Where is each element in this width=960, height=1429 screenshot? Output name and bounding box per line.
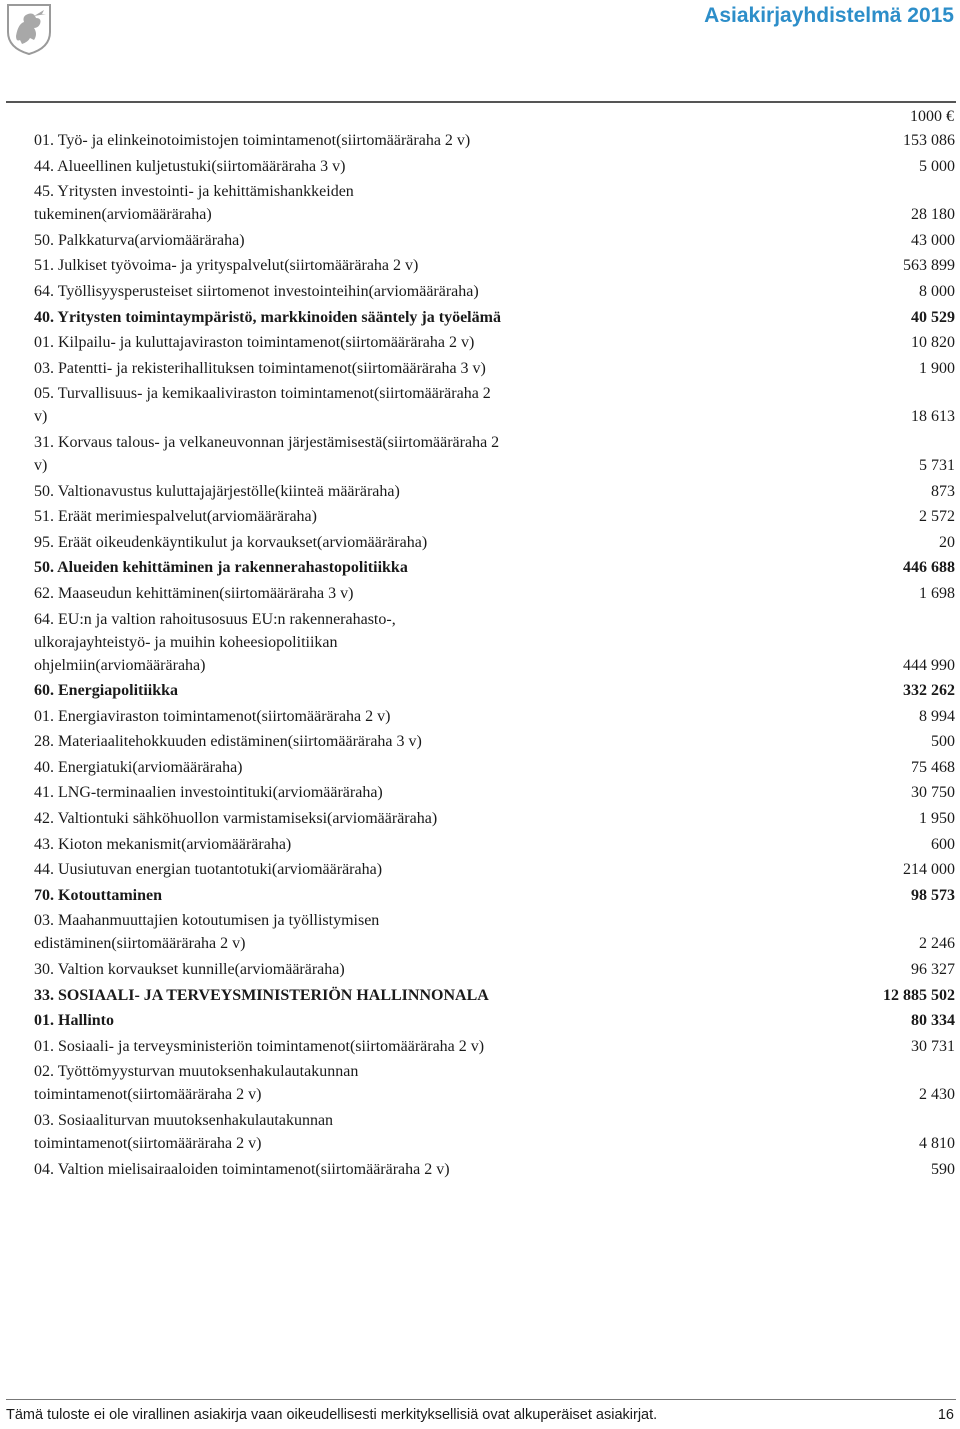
row-amount: 98 573: [911, 886, 955, 904]
row-amount: 43 000: [911, 231, 955, 249]
row-amount: 500: [931, 733, 955, 751]
row-label: 01. Sosiaali- ja terveysministeriön toimintamenot(siirtomääräraha 2 v): [34, 1037, 485, 1055]
section-row: [34, 1009, 955, 1035]
row-amount: 4 810: [919, 1135, 955, 1152]
table-row: [34, 858, 955, 884]
row-amount: 214 000: [903, 861, 955, 879]
finnish-lion-crest-icon: [4, 2, 54, 56]
row-amount: 563 899: [903, 257, 955, 275]
row-amount: 2 246: [919, 935, 955, 953]
row-amount: 873: [931, 482, 955, 500]
row-amount: 153 086: [903, 132, 955, 149]
row-amount: 8 994: [919, 707, 955, 725]
row-amount: 30 731: [911, 1037, 955, 1055]
row-label: 42. Valtiontuki sähköhuollon varmistamiseksi(arviomääräraha): [34, 810, 438, 828]
page-header: [0, 0, 960, 62]
row-label: 28. Materiaalitehokkuuden edistäminen(siirtomääräraha 3 v): [34, 733, 422, 751]
row-label: 01. Hallinto: [34, 1012, 115, 1030]
row-amount: 8 000: [919, 282, 955, 300]
row-label: 04. Valtion mielisairaaloiden toimintamenot(siirtomääräraha 2 v): [34, 1160, 450, 1178]
row-label: 01. Energiaviraston toimintamenot(siirtomääräraha 2 v): [34, 707, 391, 725]
row-amount: 1 950: [919, 810, 955, 828]
table-row: [34, 129, 955, 155]
section-row: [34, 679, 955, 705]
table-row: [34, 705, 955, 731]
row-amount: 2 572: [919, 508, 955, 526]
row-label: 31. Korvaus talous- ja velkaneuvonnan järjestämisestä(siirtomääräraha 2 v): [34, 433, 500, 474]
row-amount: 28 180: [911, 206, 955, 224]
unit-label: 1000 €: [910, 108, 954, 125]
table-row: [34, 582, 955, 608]
row-amount: 1 900: [919, 359, 955, 377]
table-row: [34, 331, 955, 357]
row-amount: 80 334: [911, 1012, 955, 1030]
row-label: 51. Eräät merimiespalvelut(arviomääräraha): [34, 508, 317, 526]
row-label: 62. Maaseudun kehittäminen(siirtomääräraha 3 v): [34, 584, 354, 602]
table-row: [34, 958, 955, 984]
row-amount: 600: [931, 835, 955, 853]
row-label: 01. Kilpailu- ja kuluttajaviraston toimintamenot(siirtomääräraha 2 v): [34, 334, 475, 352]
table-row: [34, 781, 955, 807]
row-label: 70. Kotouttaminen: [34, 886, 162, 904]
table-row: [34, 431, 955, 480]
row-label: 64. Työllisyysperusteiset siirtomenot investointeihin(arviomääräraha): [34, 282, 479, 300]
row-amount: 446 688: [903, 559, 955, 577]
row-label: 01. Työ- ja elinkeinotoimistojen toimintamenot(siirtomääräraha 2 v): [34, 132, 471, 149]
table-row: [34, 155, 955, 181]
row-amount: 5 731: [919, 456, 955, 474]
document-title: Asiakirjayhdistelmä 2015: [704, 4, 954, 27]
row-label: 03. Patentti- ja rekisterihallituksen toimintamenot(siirtomääräraha 3 v): [34, 359, 486, 377]
row-amount: 18 613: [911, 408, 955, 426]
table-row: [34, 1158, 955, 1184]
row-amount: 2 430: [919, 1086, 955, 1104]
row-amount: 10 820: [911, 334, 955, 352]
table-row: [34, 833, 955, 859]
row-label: 50. Valtionavustus kuluttajajärjestölle(kiinteä määräraha): [34, 482, 400, 500]
row-amount: 30 750: [911, 784, 955, 802]
row-label: 95. Eräät oikeudenkäyntikulut ja korvaukset(arviomääräraha): [34, 533, 428, 551]
row-amount: 1 698: [919, 584, 955, 602]
row-label: 50. Palkkaturva(arviomääräraha): [34, 231, 245, 249]
row-label: 03. Maahanmuuttajien kotoutumisen ja työllistymisen edistäminen(siirtomääräraha 2 v): [34, 912, 380, 953]
row-label: 43. Kioton mekanismit(arviomääräraha): [34, 835, 292, 853]
row-label: 03. Sosiaaliturvan muutoksenhakulautakunnan toimintamenot(siirtomääräraha 2 v): [34, 1112, 334, 1152]
header-rule: [6, 101, 956, 103]
table-row: [34, 531, 955, 557]
section-row: [34, 556, 955, 582]
footer-disclaimer: Tämä tuloste ei ole virallinen asiakirja vaan oikeudellisesti merkityksellisiä ovat alkuperäiset asiakirjat.: [6, 1407, 658, 1423]
row-amount: 75 468: [911, 758, 955, 776]
table-row: [34, 730, 955, 756]
row-label: 44. Uusiutuvan energian tuotantotuki(arviomääräraha): [34, 861, 383, 879]
footer-rule: [6, 1399, 956, 1400]
row-label: 50. Alueiden kehittäminen ja rakennerahastopolitiikka: [34, 559, 408, 577]
section-row: [34, 306, 955, 332]
row-amount: 96 327: [911, 961, 955, 979]
row-amount: 20: [939, 533, 955, 551]
row-label: 51. Julkiset työvoima- ja yrityspalvelut(siirtomääräraha 2 v): [34, 257, 419, 275]
row-amount: 332 262: [903, 682, 955, 700]
table-row: [34, 1109, 955, 1158]
table-row: [34, 180, 955, 229]
table-row: [34, 756, 955, 782]
table-row: [34, 480, 955, 506]
table-row: [34, 909, 955, 958]
table-row: [34, 1060, 955, 1109]
row-label: 30. Valtion korvaukset kunnille(arviomääräraha): [34, 961, 345, 979]
table-row: [34, 254, 955, 280]
table-row: [34, 505, 955, 531]
table-row: [34, 357, 955, 383]
row-label: 60. Energiapolitiikka: [34, 682, 179, 700]
row-label: 44. Alueellinen kuljetustuki(siirtomääräraha 3 v): [34, 157, 346, 175]
row-label: 02. Työttömyysturvan muutoksenhakulautakunnan toimintamenot(siirtomääräraha 2 v): [34, 1063, 359, 1104]
table-row: [34, 1035, 955, 1061]
row-amount: 444 990: [903, 656, 955, 674]
row-label: 33. SOSIAALI- JA TERVEYSMINISTERIÖN HALLINNONALA: [34, 986, 489, 1004]
table-row: [34, 229, 955, 255]
table-row: [34, 280, 955, 306]
row-amount: 590: [931, 1160, 955, 1178]
table-row: [34, 382, 955, 431]
row-label: 40. Yritysten toimintaympäristö, markkinoiden sääntely ja työelämä: [34, 308, 501, 326]
row-label: 41. LNG-terminaalien investointituki(arviomääräraha): [34, 784, 383, 802]
row-amount: 12 885 502: [883, 986, 955, 1004]
row-label: 45. Yritysten investointi- ja kehittämishankkeiden tukeminen(arviomääräraha): [34, 183, 354, 224]
row-label: 40. Energiatuki(arviomääräraha): [34, 758, 243, 776]
page-number: 16: [937, 1407, 954, 1423]
table-row: [34, 608, 955, 680]
section-row: [34, 984, 955, 1010]
row-amount: 40 529: [911, 308, 955, 326]
row-label: 64. EU:n ja valtion rahoitusosuus EU:n rakennerahasto-, ulkorajayhteistyö- ja muihin koheesiopolitiikan ohjelmiin(arviomääräraha): [34, 610, 396, 674]
section-row: [34, 884, 955, 910]
table-row: [34, 807, 955, 833]
row-amount: 5 000: [919, 157, 955, 175]
row-label: 05. Turvallisuus- ja kemikaaliviraston toimintamenot(siirtomääräraha 2 v): [34, 385, 491, 426]
budget-table: [34, 129, 955, 1183]
